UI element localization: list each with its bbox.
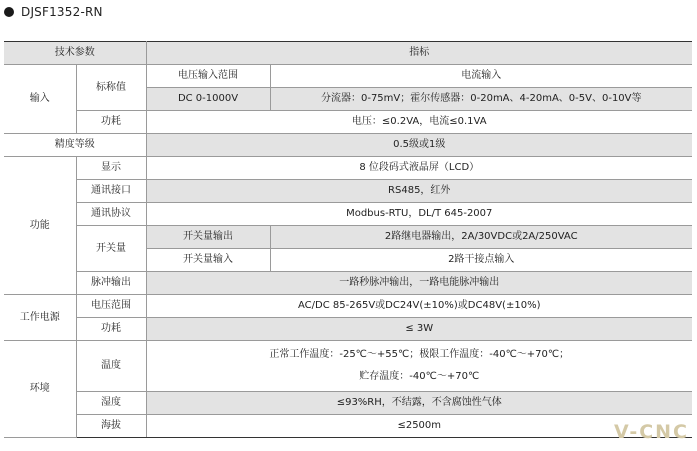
table-row — [4, 295, 692, 318]
watermark-logo: V-CNC — [614, 421, 689, 443]
temperature-line-2: 贮存温度：-40℃～+70℃ — [359, 371, 480, 382]
table-row — [4, 226, 692, 249]
label-temperature: 温度 — [76, 341, 146, 392]
label-supply-consumption: 功耗 — [76, 318, 146, 341]
label-nominal: 标称值 — [76, 65, 146, 111]
label-current: 电流输入 — [270, 65, 692, 88]
value-display: 8 位段码式液晶屏（LCD） — [146, 157, 692, 180]
table-row — [4, 134, 692, 157]
table-row — [4, 111, 692, 134]
label-switch-out: 开关量输出 — [146, 226, 270, 249]
temperature-line-1: 正常工作温度：-25℃～+55℃；极限工作温度：-40℃～+70℃； — [269, 349, 570, 360]
group-function: 功能 — [4, 157, 76, 295]
value-switch-in: 2路干接点输入 — [270, 249, 692, 272]
label-comm-protocol: 通讯协议 — [76, 203, 146, 226]
label-accuracy: 精度等级 — [4, 134, 146, 157]
value-accuracy: 0.5级或1级 — [146, 134, 692, 157]
label-supply-voltage: 电压范围 — [76, 295, 146, 318]
table-header-row — [4, 42, 692, 65]
value-supply-voltage: AC/DC 85-265V或DC24V(±10%)或DC48V(±10%) — [146, 295, 692, 318]
label-switch: 开关量 — [76, 226, 146, 272]
header-param: 技术参数 — [4, 42, 146, 65]
spec-table — [4, 41, 692, 438]
model-name: DJSF1352-RN — [21, 5, 103, 19]
value-supply-consumption: ≤ 3W — [146, 318, 692, 341]
group-power-supply: 工作电源 — [4, 295, 76, 341]
value-voltage-range: DC 0-1000V — [146, 88, 270, 111]
value-humidity: ≤93%RH，不结露，不含腐蚀性气体 — [146, 392, 692, 415]
label-input-power: 功耗 — [76, 111, 146, 134]
value-comm-protocol: Modbus-RTU，DL/T 645-2007 — [146, 203, 692, 226]
label-display: 显示 — [76, 157, 146, 180]
header-indicator: 指标 — [146, 42, 692, 65]
page-title — [4, 3, 103, 21]
table-row — [4, 392, 692, 415]
label-switch-in: 开关量输入 — [146, 249, 270, 272]
group-input: 输入 — [4, 65, 76, 134]
label-comm-interface: 通讯接口 — [76, 180, 146, 203]
value-pulse: 一路秒脉冲输出，一路电能脉冲输出 — [146, 272, 692, 295]
table-row — [4, 180, 692, 203]
value-altitude: ≤2500m — [146, 415, 692, 438]
label-voltage-range: 电压输入范围 — [146, 65, 270, 88]
table-row — [4, 341, 692, 392]
table-row — [4, 203, 692, 226]
table-row — [4, 157, 692, 180]
label-humidity: 湿度 — [76, 392, 146, 415]
value-current: 分流器：0-75mV；霍尔传感器：0-20mA、4-20mA、0-5V、0-10V等 — [270, 88, 692, 111]
value-switch-out: 2路继电器输出，2A/30VDC或2A/250VAC — [270, 226, 692, 249]
table-row — [4, 415, 692, 438]
group-environment: 环境 — [4, 341, 76, 438]
value-input-power: 电压：≤0.2VA，电流≤0.1VA — [146, 111, 692, 134]
table-row — [4, 318, 692, 341]
value-comm-interface: RS485，红外 — [146, 180, 692, 203]
label-altitude: 海拔 — [76, 415, 146, 438]
label-pulse: 脉冲输出 — [76, 272, 146, 295]
value-temperature — [146, 341, 692, 392]
bullet-dot-icon — [4, 7, 14, 17]
table-row — [4, 65, 692, 88]
table-row — [4, 272, 692, 295]
